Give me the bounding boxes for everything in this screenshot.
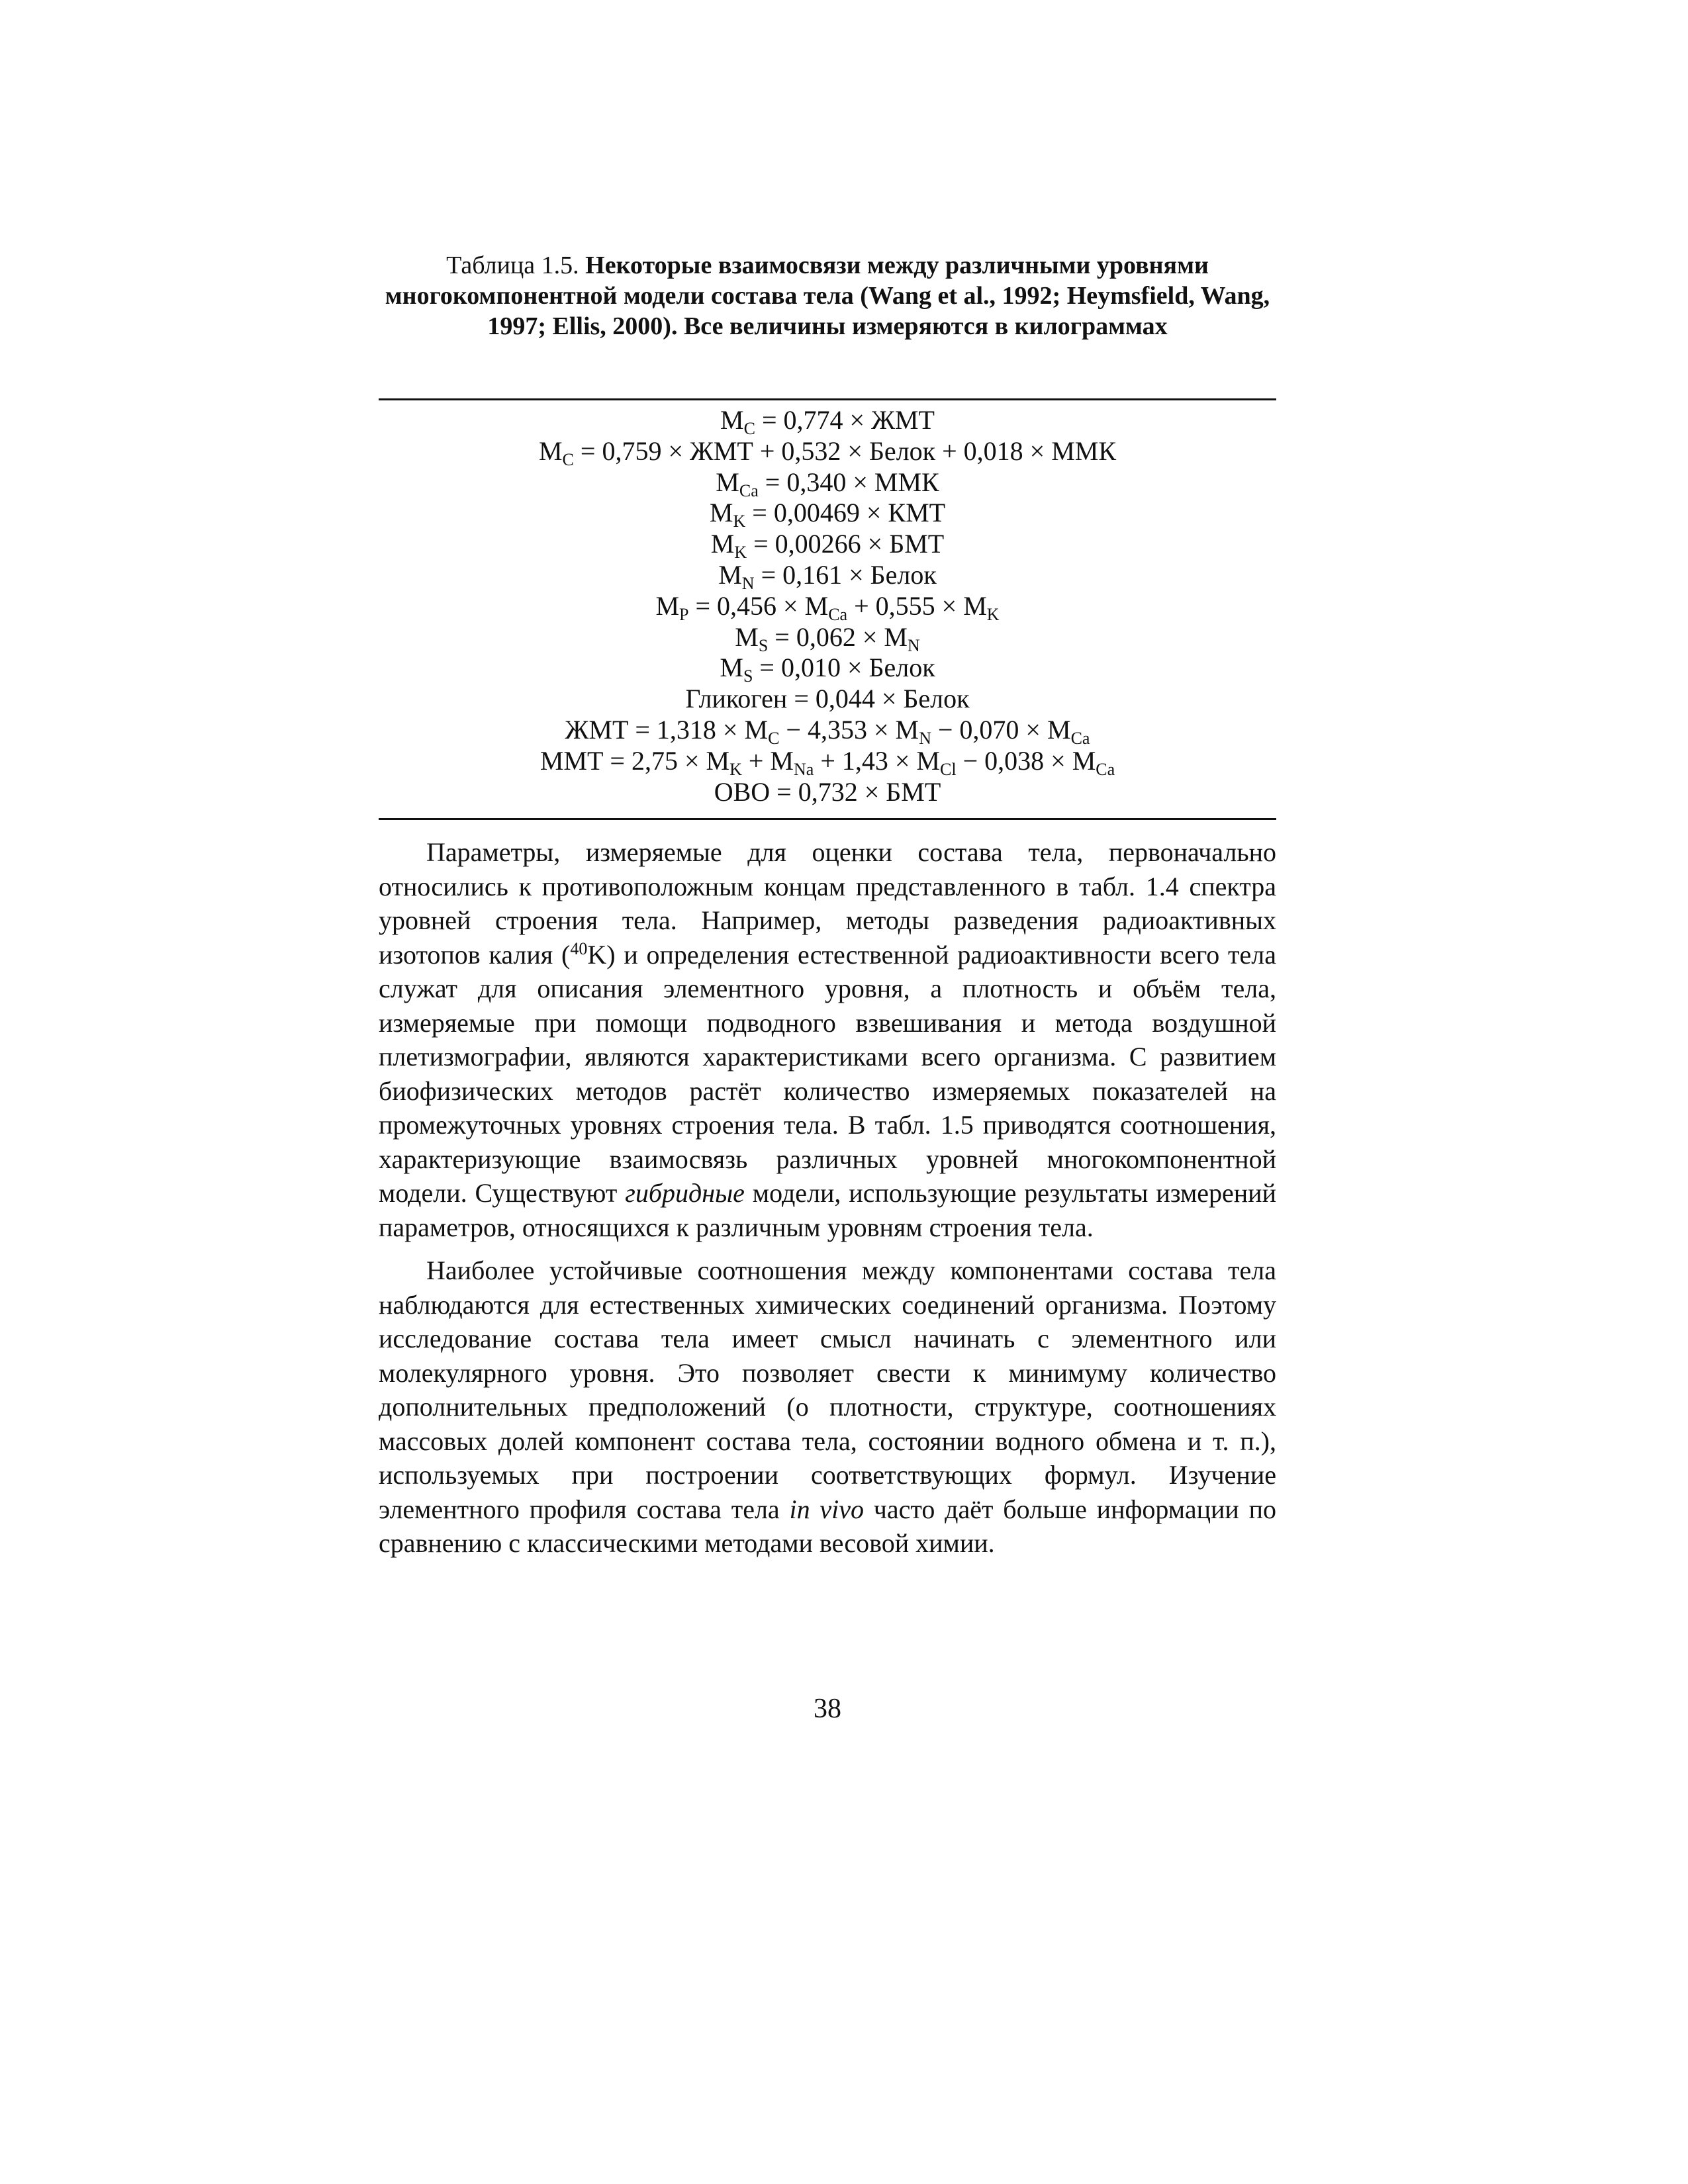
formula-text: = 0,161 × Белок xyxy=(754,559,937,590)
formula-row xyxy=(379,715,1276,746)
formula-text: + 1,43 × M xyxy=(814,745,940,776)
formula-text: = 0,774 × ЖМТ xyxy=(755,405,935,435)
formula-row xyxy=(379,498,1276,529)
formula-subscript: Cl xyxy=(940,759,957,779)
formula-text: + 0,555 × M xyxy=(847,590,987,621)
formula-subscript: N xyxy=(907,635,920,655)
formula-text: = 0,062 × M xyxy=(768,621,908,652)
paragraph-1-italic: гибридные xyxy=(625,1178,745,1208)
formula-subscript: K xyxy=(733,512,746,531)
formula-text: + M xyxy=(741,745,794,776)
formula-text: − 4,353 × M xyxy=(779,714,919,745)
formula-text: − 0,038 × M xyxy=(956,745,1096,776)
formula-text: M xyxy=(735,621,759,652)
formula-subscript: C xyxy=(743,419,755,438)
formula-text: = 0,00469 × КМТ xyxy=(745,498,946,528)
isotope-superscript: 40 xyxy=(570,938,588,958)
table-top-rule xyxy=(379,398,1276,400)
formula-row xyxy=(379,467,1276,498)
formula-row xyxy=(379,529,1276,563)
formula-row xyxy=(379,777,1276,808)
paragraph-1 xyxy=(379,835,1276,1244)
formula-text: = 0,340 × ММК xyxy=(758,467,939,497)
formula-subscript: P xyxy=(679,604,689,624)
formula-text: ОВО = 0,732 × БМТ xyxy=(714,776,941,807)
formula-row xyxy=(379,746,1276,777)
formula-subscript: K xyxy=(734,543,747,563)
formula-subscript: S xyxy=(758,635,769,655)
formula-text: = 0,759 × ЖМТ + 0,532 × Белок + 0,018 × ММК xyxy=(573,435,1117,466)
formula-subscript: N xyxy=(919,728,931,748)
formula-subscript: C xyxy=(562,449,574,469)
formula-text: = 0,00266 × БМТ xyxy=(747,529,945,559)
formula-text: M xyxy=(720,405,744,435)
paragraph-1-text-b: K) и определения естественной радиоактивности всего тела служат для описания элементного уровня, а плотность и объём тела, измеряемые при помощи подводного взвешивания и метода воздушной плетизмографии, являются характеристиками всего организма. С развитием биофизических методов растёт количество измеряемых показателей на промежуточных уровнях строения тела. В табл. 1.5 приводятся соотношения, характеризующие взаимосвязь различных уровней многокомпонентной модели. Существуют xyxy=(379,939,1276,1208)
formula-subscript: Ca xyxy=(1070,728,1090,748)
table-title: Некоторые взаимосвязи между различными уровнями многокомпонентной модели состава тела (Wang et al., 1992; Heymsfield, Wang, 1997; Ellis, 2000). Все величины измеряются в килограммах xyxy=(385,251,1270,340)
document-page xyxy=(379,0,1276,2184)
formula-text: = 0,010 × Белок xyxy=(753,653,935,683)
paragraph-1-text-c: модели, использующие результаты измерений параметров, относящихся к различным уровням строения тела. xyxy=(379,1178,1276,1242)
formula-text: = 0,456 × M xyxy=(688,590,829,621)
formula-subscript: Na xyxy=(793,759,814,779)
formula-text: M xyxy=(538,435,563,466)
paragraph-2-text-b: часто даёт больше информации по сравнению с классическими методами весовой химии. xyxy=(379,1494,1277,1558)
table-label: Таблица 1.5. xyxy=(446,251,579,279)
formula-row xyxy=(379,405,1276,436)
formula-text: ММТ = 2,75 × M xyxy=(539,745,730,776)
formula-row xyxy=(379,622,1276,653)
formula-subscript: K xyxy=(986,604,1000,624)
formula-row xyxy=(379,560,1276,591)
table-bottom-rule xyxy=(379,818,1276,820)
table-caption xyxy=(379,250,1276,341)
formula-subscript: Ca xyxy=(828,604,848,624)
formula-text: M xyxy=(720,653,743,683)
formula-subscript: C xyxy=(768,728,780,748)
paragraph-2-italic: in vivo xyxy=(789,1494,865,1524)
formula-text: M xyxy=(718,559,742,590)
formula-subscript: K xyxy=(729,759,742,779)
formula-text: M xyxy=(716,467,739,497)
formula-subscript: N xyxy=(741,573,755,593)
formula-text: M xyxy=(655,590,680,621)
formula-text: M xyxy=(709,498,733,528)
formula-text: − 0,070 × M xyxy=(931,714,1071,745)
formula-row xyxy=(379,591,1276,622)
formula-row xyxy=(379,653,1276,684)
formula-subscript: S xyxy=(743,666,753,686)
page-number: 38 xyxy=(814,1694,841,1724)
formula-subscript: Ca xyxy=(739,480,759,500)
paragraph-2 xyxy=(379,1253,1276,1561)
formula-row xyxy=(379,684,1276,715)
formula-text: Гликоген = 0,044 × Белок xyxy=(685,684,970,714)
formula-text: ЖМТ = 1,318 × M xyxy=(565,714,769,745)
formula-subscript: Ca xyxy=(1096,759,1115,779)
paragraph-1-text-a: Параметры, измеряемые для оценки состава тела, первоначально относились к противоположным концам представленного в табл. 1.4 спектра уровней строения тела. Например, методы разведения радиоактивных изотопов калия ( xyxy=(379,837,1276,970)
paragraph-2-text-a: Наиболее устойчивые соотношения между компонентами состава тела наблюдаются для естественных химических соединений организма. Поэтому исследование состава тела имеет смысл начинать с элементного или молекулярного уровня. Это позволяет свести к минимуму количество дополнительных предположений (о плотности, структуре, соотношениях массовых долей компонент состава тела, состоянии водного обмена и т. п.), используемых при построении соответствующих формул. Изучение элементного профиля состава тела xyxy=(379,1255,1276,1524)
formula-list xyxy=(379,405,1276,807)
body-text xyxy=(379,835,1276,1570)
formula-text: M xyxy=(710,529,735,559)
formula-row xyxy=(379,436,1276,467)
